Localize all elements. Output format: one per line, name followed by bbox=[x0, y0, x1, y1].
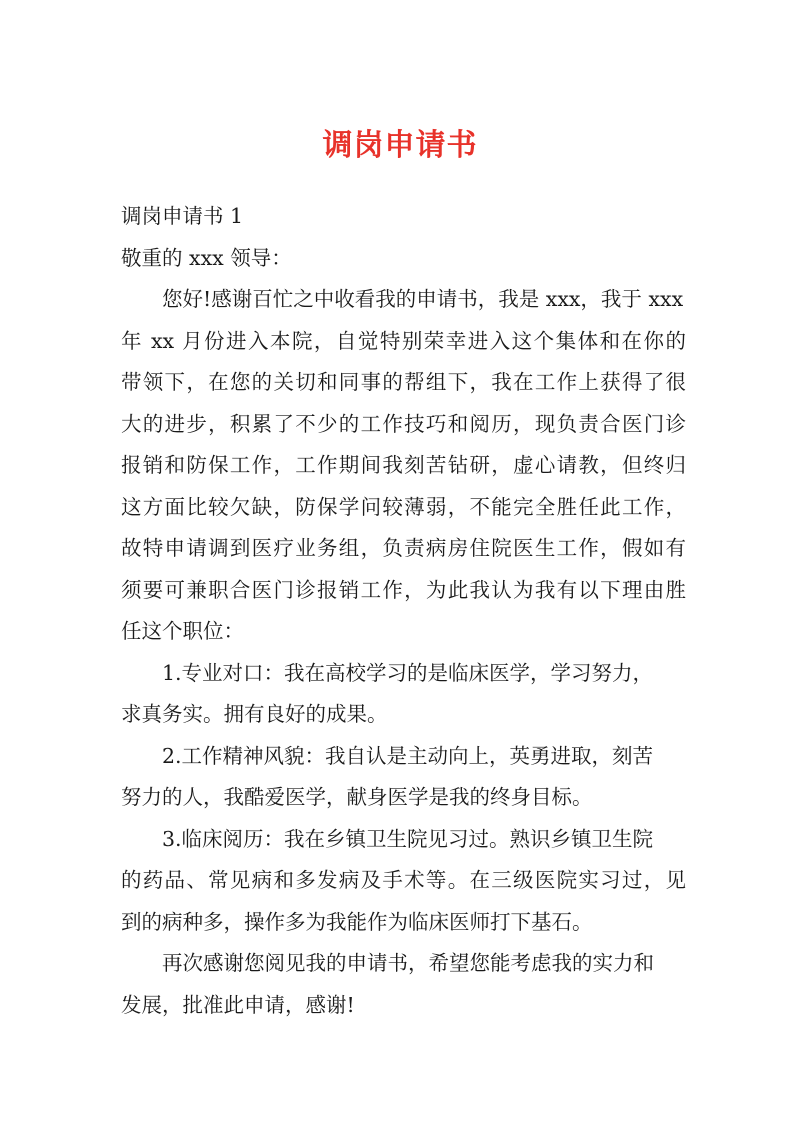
paragraph-line: 求真务实。拥有良好的成果。 bbox=[121, 702, 388, 726]
document-title: 调岗申请书 bbox=[322, 128, 478, 163]
paragraph-reason-2 bbox=[121, 736, 686, 819]
paragraph-intro bbox=[121, 279, 686, 653]
paragraph-line: 发展，批准此申请，感谢! bbox=[121, 992, 355, 1017]
paragraph-line: 报销和防保工作，工作期间我刻苦钻研，虚心请教，但终归 bbox=[121, 453, 686, 477]
paragraph-line: 再次感谢您阅见我的申请书，希望您能考虑我的实力和 bbox=[162, 951, 654, 975]
paragraph-reason-3 bbox=[121, 819, 686, 944]
paragraph-reason-1 bbox=[121, 653, 686, 736]
paragraph-line: 努力的人，我酷爱医学，献身医学是我的终身目标。 bbox=[121, 785, 593, 809]
paragraph-line: 这方面比较欠缺，防保学问较薄弱，不能完全胜任此工作， bbox=[121, 494, 686, 519]
subtitle: 调岗申请书 1 bbox=[121, 204, 244, 228]
salutation: 敬重的 xxx 领导： bbox=[121, 245, 292, 270]
paragraph-line: 您好!感谢百忙之中收看我的申请书，我是 xxx，我于 xxx bbox=[162, 287, 684, 311]
paragraph-line: 1.专业对口：我在高校学习的是临床医学，学习努力， bbox=[162, 660, 654, 685]
paragraph-line: 大的进步，积累了不少的工作技巧和阅历，现负责合医门诊 bbox=[121, 411, 686, 436]
paragraph-line: 须要可兼职合医门诊报销工作，为此我认为我有以下理由胜 bbox=[121, 577, 686, 602]
paragraph-line: 的药品、常见病和多发病及手术等。在三级医院实习过，见 bbox=[121, 868, 686, 892]
paragraph-line: 3.临床阅历：我在乡镇卫生院见习过。熟识乡镇卫生院 bbox=[162, 826, 654, 851]
document-body bbox=[121, 196, 686, 1026]
paragraph-line: 年 xx 月份进入本院，自觉特别荣幸进入这个集体和在你的 bbox=[121, 328, 686, 353]
paragraph-line: 故特申请调到医疗业务组，负责病房住院医生工作，假如有 bbox=[121, 536, 686, 560]
paragraph-line: 带领下，在您的关切和同事的帮组下，我在工作上获得了很 bbox=[121, 370, 686, 394]
paragraph-closing bbox=[121, 943, 686, 1026]
paragraph-line: 2.工作精神风貌：我自认是主动向上，英勇进取，刻苦 bbox=[162, 743, 654, 768]
paragraph-line: 到的病种多，操作多为我能作为临床医师打下基石。 bbox=[121, 909, 593, 934]
paragraph-line: 任这个职位： bbox=[121, 619, 244, 643]
